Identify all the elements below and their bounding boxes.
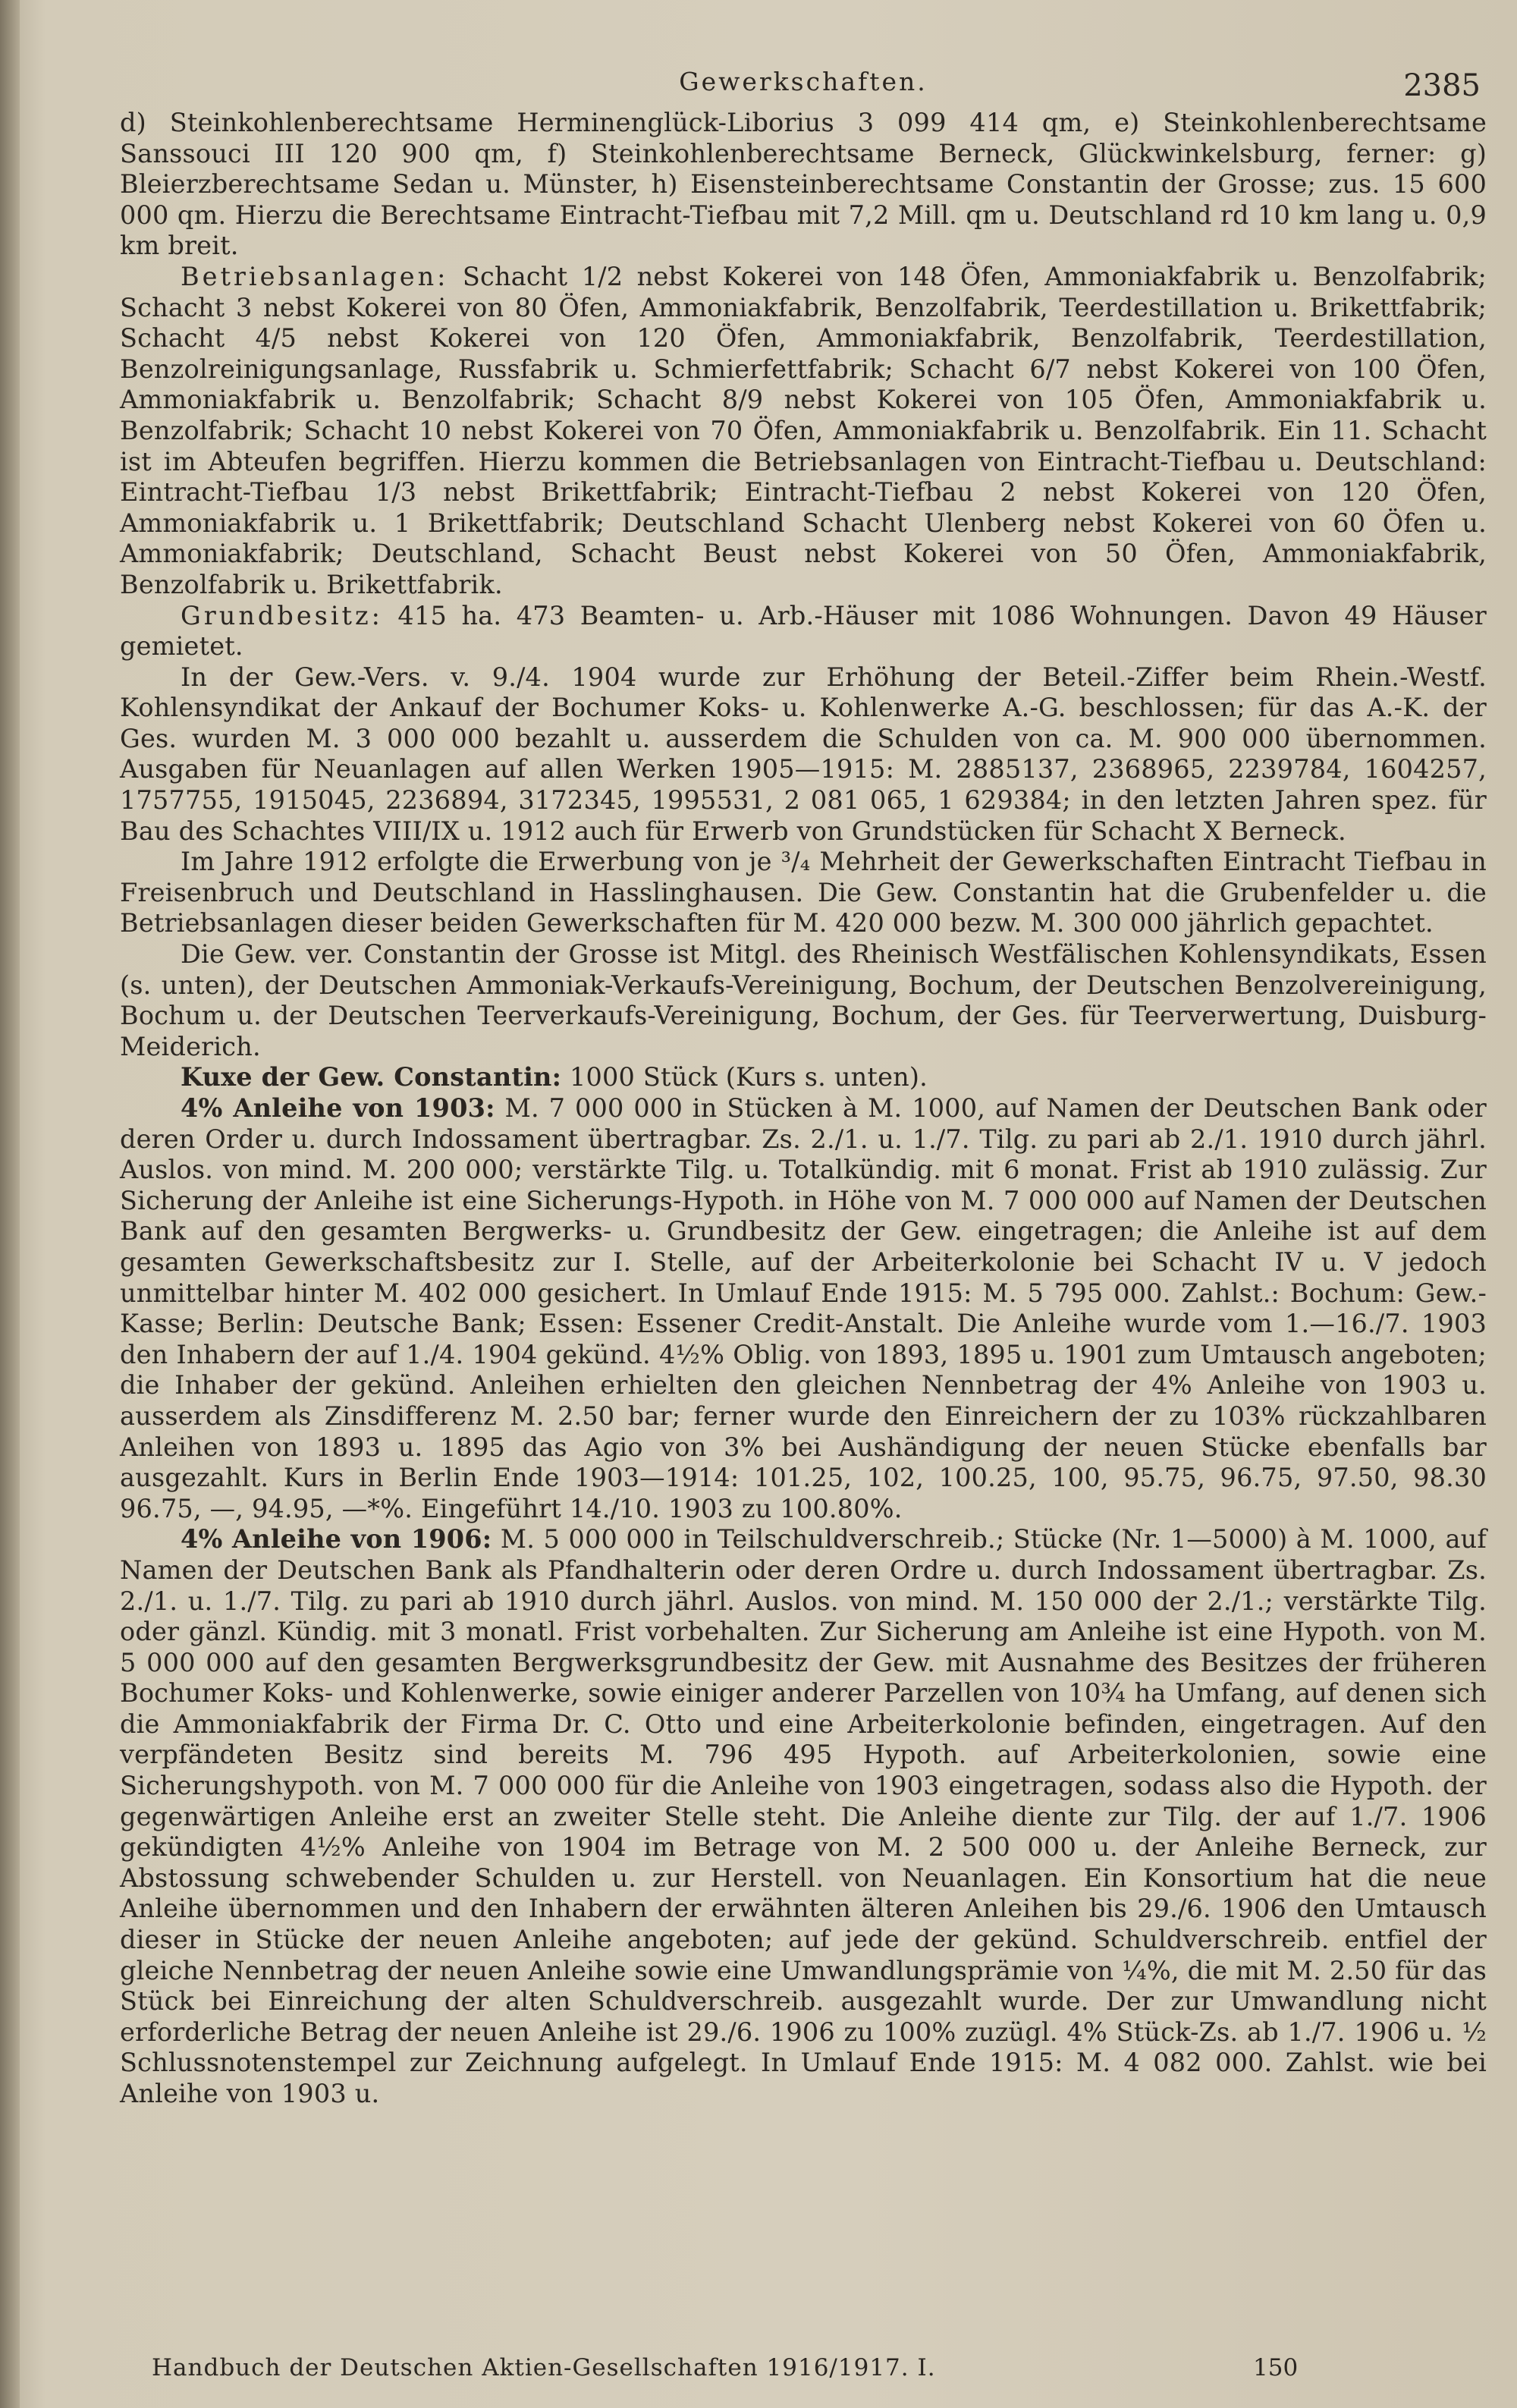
paragraph-grundbesitz: [120, 601, 1487, 662]
paragraph-mitgliedschaft: Die Gew. ver. Constantin der Grosse ist Mitgl. des Rheinisch Westfälischen Kohlensyndikats, Essen (s. unten), der Deutschen Ammoniak-Verkaufs-Vereinigung, Bochum, der Deutschen Benzolvereinigung, Bochum u. der Deutschen Teerverkaufs-Vereinigung, Bochum, der Ges. für Teerverwertung, Duisburg-Meiderich.: [120, 939, 1487, 1061]
page-header: [120, 67, 1487, 108]
footer-book-title: Handbuch der Deutschen Aktien-Gesellschaften 1916/1917. I.: [152, 2354, 936, 2381]
paragraph-anleihe-1903: [120, 1093, 1487, 1524]
paragraph-berechtsame: d) Steinkohlenberechtsame Herminenglück-Liborius 3 099 414 qm, e) Steinkohlenberechtsame Sanssouci III 120 900 qm, f) Steinkohlenberechtsame Berneck, Glückwinkelsburg, ferner: g) Bleierzberechtsame Sedan u. Münster, h) Eisensteinberechtsame Constantin der Grosse; zus. 15 600 000 qm. Hierzu die Berechtsame Eintracht-Tiefbau mit 7,2 Mill. qm u. Deutschland rd 10 km lang u. 0,9 km breit.: [120, 108, 1487, 261]
label-anleihe-1906: 4% Anleihe von 1906:: [181, 1524, 492, 1555]
paragraph-betriebsanlagen: [120, 262, 1487, 601]
label-grundbesitz: Grundbesitz:: [181, 600, 383, 630]
label-kuxe: Kuxe der Gew. Constantin:: [181, 1062, 562, 1092]
running-title: Gewerkschaften.: [679, 67, 928, 96]
paragraph-anleihe-1906: [120, 1524, 1487, 2109]
footer-sheet-number: 150: [1253, 2354, 1299, 2381]
text-anleihe-1903: M. 7 000 000 in Stücken à M. 1000, auf Namen der Deutschen Bank oder deren Order u. durch Indossament übertragbar. Zs. 2./1. u. 1./7. Tilg. zu pari ab 2./1. 1910 durch jährl. Auslos. von mind. M. 200 000; verstärkte Tilg. u. Totalkündig. mit 6 monat. Frist ab 1910 zulässig. Zur Sicherung der Anleihe ist eine Sicherungs-Hypoth. in Höhe von M. 7 000 000 auf Namen der Deutschen Bank auf den gesamten Bergwerks- u. Grundbesitz der Gew. eingetragen; die Anleihe ist auf dem gesamten Gewerkschaftsbesitz zur I. Stelle, auf der Arbeiterkolonie bei Schacht IV u. V jedoch unmittelbar hinter M. 402 000 gesichert. In Umlauf Ende 1915: M. 5 795 000. Zahlst.: Bochum: Gew.-Kasse; Berlin: Deutsche Bank; Essen: Essener Credit-Anstalt. Die Anleihe wurde vom 1.—16./7. 1903 den Inhabern der auf 1./4. 1904 gekünd. 4½% Oblig. von 1893, 1895 u. 1901 zum Umtausch angeboten; die Inhaber der gekünd. Anleihen erhielten den gleichen Nennbetrag der 4% Anleihe von 1903 u. ausserdem als Zinsdifferenz M. 2.50 bar; ferner wurde den Einreichern der zu 103% rückzahlbaren Anleihen von 1893 u. 1895 das Agio von 3% bei Aushändigung der neuen Stücke ebenfalls bar ausgezahlt. Kurs in Berlin Ende 1903—1914: 101.25, 102, 100.25, 100, 95.75, 96.75, 97.50, 98.30 96.75, —, 94.95, —*%. Eingeführt 14./10. 1903 zu 100.80%.: [120, 1093, 1487, 1523]
text-grundbesitz: 415 ha. 473 Beamten- u. Arb.-Häuser mit 1086 Wohnungen. Davon 49 Häuser gemietet.: [120, 600, 1487, 662]
paragraph-gewerkenversammlung: In der Gew.-Vers. v. 9./4. 1904 wurde zur Erhöhung der Beteil.-Ziffer beim Rhein.-Westf. Kohlensyndikat der Ankauf der Bochumer Koks- u. Kohlenwerke A.-G. beschlossen; für das A.-K. der Ges. wurden M. 3 000 000 bezahlt u. ausserdem die Schulden von ca. M. 900 000 übernommen. Ausgaben für Neuanlagen auf allen Werken 1905—1915: M. 2885137, 2368965, 2239784, 1604257, 1757755, 1915045, 2236894, 3172345, 1995531, 2 081 065, 1 629384; in den letzten Jahren spez. für Bau des Schachtes VIII/IX u. 1912 auch für Erwerb von Grundstücken für Schacht X Berneck.: [120, 662, 1487, 846]
body-text: [120, 108, 1487, 2110]
text-kuxe: 1000 Stück (Kurs s. unten).: [561, 1062, 928, 1092]
label-anleihe-1903: 4% Anleihe von 1903:: [181, 1093, 495, 1123]
book-spine-shadow: [0, 0, 20, 2408]
paragraph-kuxe: [120, 1062, 1487, 1093]
text-anleihe-1906: M. 5 000 000 in Teilschuldverschreib.; Stücke (Nr. 1—5000) à M. 1000, auf Namen der Deutschen Bank als Pfandhalterin oder deren Ordre u. durch Indossament übertragbar. Zs. 2./1. u. 1./7. Tilg. zu pari ab 1910 durch jährl. Auslos. von mind. M. 150 000 der 2./1.; verstärkte Tilg. oder gänzl. Kündig. mit 3 monatl. Frist vorbehalten. Zur Sicherung am Anleihe ist eine Hypoth. von M. 5 000 000 auf den gesamten Bergwerksgrundbesitz der Gew. mit Ausnahme des Besitzes der früheren Bochumer Koks- und Kohlenwerke, sowie einiger anderer Parzellen von 10¾ ha Umfang, auf denen sich die Ammoniakfabrik der Firma Dr. C. Otto und eine Arbeiterkolonie befinden, eingetragen. Auf den verpfändeten Besitz sind bereits M. 796 495 Hypoth. auf Arbeiterkolonien, sowie eine Sicherungshypoth. von M. 7 000 000 für die Anleihe von 1903 eingetragen, sodass also die Hypoth. der gegenwärtigen Anleihe erst an zweiter Stelle steht. Die Anleihe diente zur Tilg. der auf 1./7. 1906 gekündigten 4½% Anleihe von 1904 im Betrage von M. 2 500 000 u. der Anleihe Berneck, zur Abstossung schwebender Schulden u. zur Herstell. von Neuanlagen. Ein Konsortium hat die neue Anleihe übernommen und den Inhabern der erwähnten älteren Anleihen bis 29./6. 1906 den Umtausch dieser in Stücke der neuen Anleihe angeboten; auf jede der gekünd. Schuldverschreib. entfiel der gleiche Nennbetrag der neuen Anleihe sowie eine Umwandlungsprämie von ¼%, die mit M. 2.50 für das Stück bei Einreichung der alten Schuldverschreib. ausgezahlt wurde. Der zur Umwandlung nicht erforderliche Betrag der neuen Anleihe ist 29./6. 1906 zu 100% zuzügl. 4% Stück-Zs. ab 1./7. 1906 u. ½ Schlussnotenstempel zur Zeichnung aufgelegt. In Umlauf Ende 1915: M. 4 082 000. Zahlst. wie bei Anleihe von 1903 u.: [120, 1524, 1487, 2108]
paragraph-erwerbung: Im Jahre 1912 erfolgte die Erwerbung von je ³/₄ Mehrheit der Gewerkschaften Eintracht Tiefbau in Freisenbruch und Deutschland in Hasslinghausen. Die Gew. Constantin hat die Grubenfelder u. die Betriebsanlagen dieser beiden Gewerkschaften für M. 420 000 bezw. M. 300 000 jährlich gepachtet.: [120, 847, 1487, 938]
text-betriebsanlagen: Schacht 1/2 nebst Kokerei von 148 Öfen, Ammoniakfabrik u. Benzolfabrik; Schacht 3 nebst Kokerei von 80 Öfen, Ammoniakfabrik, Benzolfabrik, Teerdestillation u. Brikettfabrik; Schacht 4/5 nebst Kokerei von 120 Öfen, Ammoniakfabrik, Benzolfabrik, Teerdestillation, Benzolreinigungsanlage, Russfabrik u. Schmierfettfabrik; Schacht 6/7 nebst Kokerei von 100 Öfen, Ammoniakfabrik u. Benzolfabrik; Schacht 8/9 nebst Kokerei von 105 Öfen, Ammoniakfabrik u. Benzolfabrik; Schacht 10 nebst Kokerei von 70 Öfen, Ammoniakfabrik u. Benzolfabrik. Ein 11. Schacht ist im Abteufen begriffen. Hierzu kommen die Betriebsanlagen von Eintracht-Tiefbau u. Deutschland: Eintracht-Tiefbau 1/3 nebst Brikettfabrik; Eintracht-Tiefbau 2 nebst Kokerei von 120 Öfen, Ammoniakfabrik u. 1 Brikettfabrik; Deutschland Schacht Ulenberg nebst Kokerei von 60 Öfen u. Ammoniakfabrik; Deutschland, Schacht Beust nebst Kokerei von 50 Öfen, Ammoniakfabrik, Benzolfabrik u. Brikettfabrik.: [120, 261, 1487, 599]
page-footer: [152, 2354, 1299, 2381]
label-betriebsanlagen: Betriebsanlagen:: [181, 261, 449, 291]
page-number: 2385: [1403, 68, 1481, 103]
